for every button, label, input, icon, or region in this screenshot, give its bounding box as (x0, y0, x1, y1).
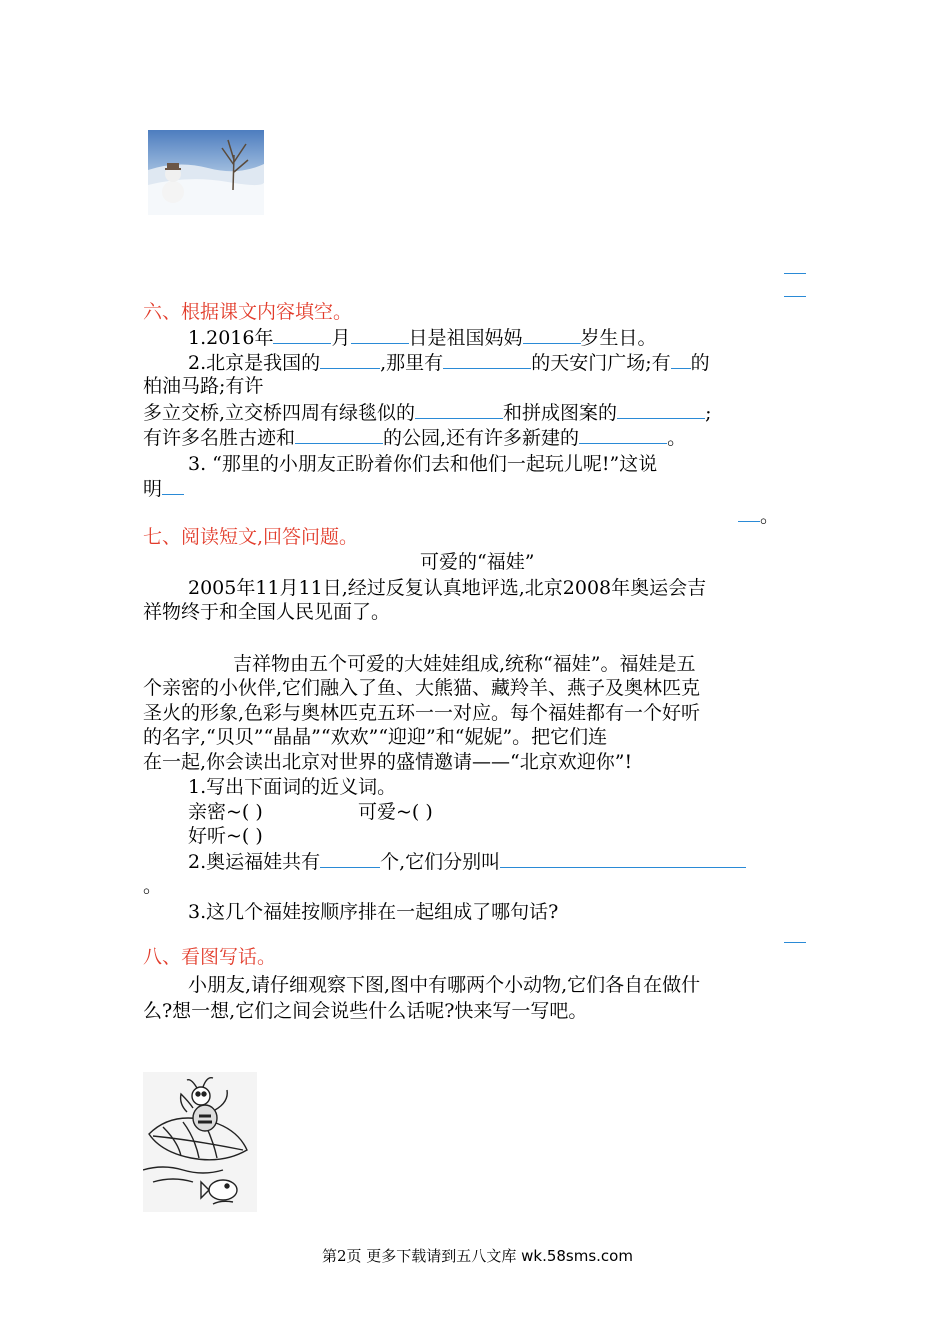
question-6-3: 3. “那里的小朋友正盼着你们去和他们一起玩儿呢!”这说 (188, 453, 658, 475)
answer-line (784, 255, 806, 274)
paragraph-2-line2: 个亲密的小伙伴,它们融入了鱼、大熊猫、藏羚羊、燕子及奥林匹克 (143, 677, 701, 699)
section-8-title: 八、看图写话。 (143, 946, 277, 968)
section-8-line2: 么?想一想,它们之间会说些什么话呢?快来写一写吧。 (143, 1000, 588, 1022)
snowman-photo (148, 130, 264, 215)
question-6-2: 2.北京是我国的 ,那里有 的天安门广场;有 的 (188, 352, 710, 374)
question-7-2: 2.奥运福娃共有 个,它们分别叫 (188, 849, 746, 874)
question-7-3: 3.这几个福娃按顺序排在一起组成了哪句话? (188, 901, 559, 923)
synonym-keai: 可爱~( ) (358, 801, 433, 823)
page-footer (322, 1245, 633, 1266)
footer-url[interactable]: wk.58sms.com (521, 1247, 633, 1265)
question-6-2-line3: 多立交桥,立交桥四周有绿毯似的 和拼成图案的 ; (143, 402, 712, 424)
section-7-title: 七、阅读短文,回答问题。 (143, 526, 359, 548)
paragraph-2-line4: 的名字,“贝贝”“晶晶”“欢欢”“迎迎”和“妮妮”。把它们连 (143, 726, 608, 748)
question-6-3-end: 。 (738, 503, 779, 528)
question-6-2-line4: 有许多名胜古迹和 的公园,还有许多新建的 。 (143, 427, 687, 449)
answer-line (784, 278, 806, 297)
question-6-3-line2: 明 (143, 476, 184, 501)
synonym-haoting: 好听~( ) (188, 825, 263, 847)
paragraph-2-line3: 圣火的形象,色彩与奥林匹克五环一一对应。每个福娃都有一个好听 (143, 702, 701, 724)
paragraph-2-line5: 在一起,你会读出北京对世界的盛情邀请——“北京欢迎你”! (143, 751, 633, 773)
question-6-1: 1.2016年 月 日是祖国妈妈 岁生日。 (188, 327, 657, 349)
bee-fish-drawing (143, 1072, 257, 1212)
synonym-qinmi: 亲密~( ) (188, 801, 263, 823)
question-6-2-line2: 柏油马路;有许 (143, 375, 264, 397)
section-6-title: 六、根据课文内容填空。 (143, 301, 353, 323)
question-7-2-end: 。 (143, 875, 163, 897)
footer-text: 第2页 更多下载请到五八文库 (322, 1247, 517, 1265)
story-title: 可爱的“福娃” (420, 551, 535, 573)
paragraph-2-line1: 吉祥物由五个可爱的大娃娃组成,统称“福娃”。福娃是五 (233, 653, 696, 675)
question-7-1: 1.写出下面词的近义词。 (188, 776, 397, 798)
answer-line (784, 924, 806, 943)
paragraph-1-line1: 2005年11月11日,经过反复认真地评选,北京2008年奥运会吉 (188, 577, 707, 599)
paragraph-1-line2: 祥物终于和全国人民见面了。 (143, 601, 391, 623)
section-8-line1: 小朋友,请仔细观察下图,图中有哪两个小动物,它们各自在做什 (188, 974, 701, 996)
